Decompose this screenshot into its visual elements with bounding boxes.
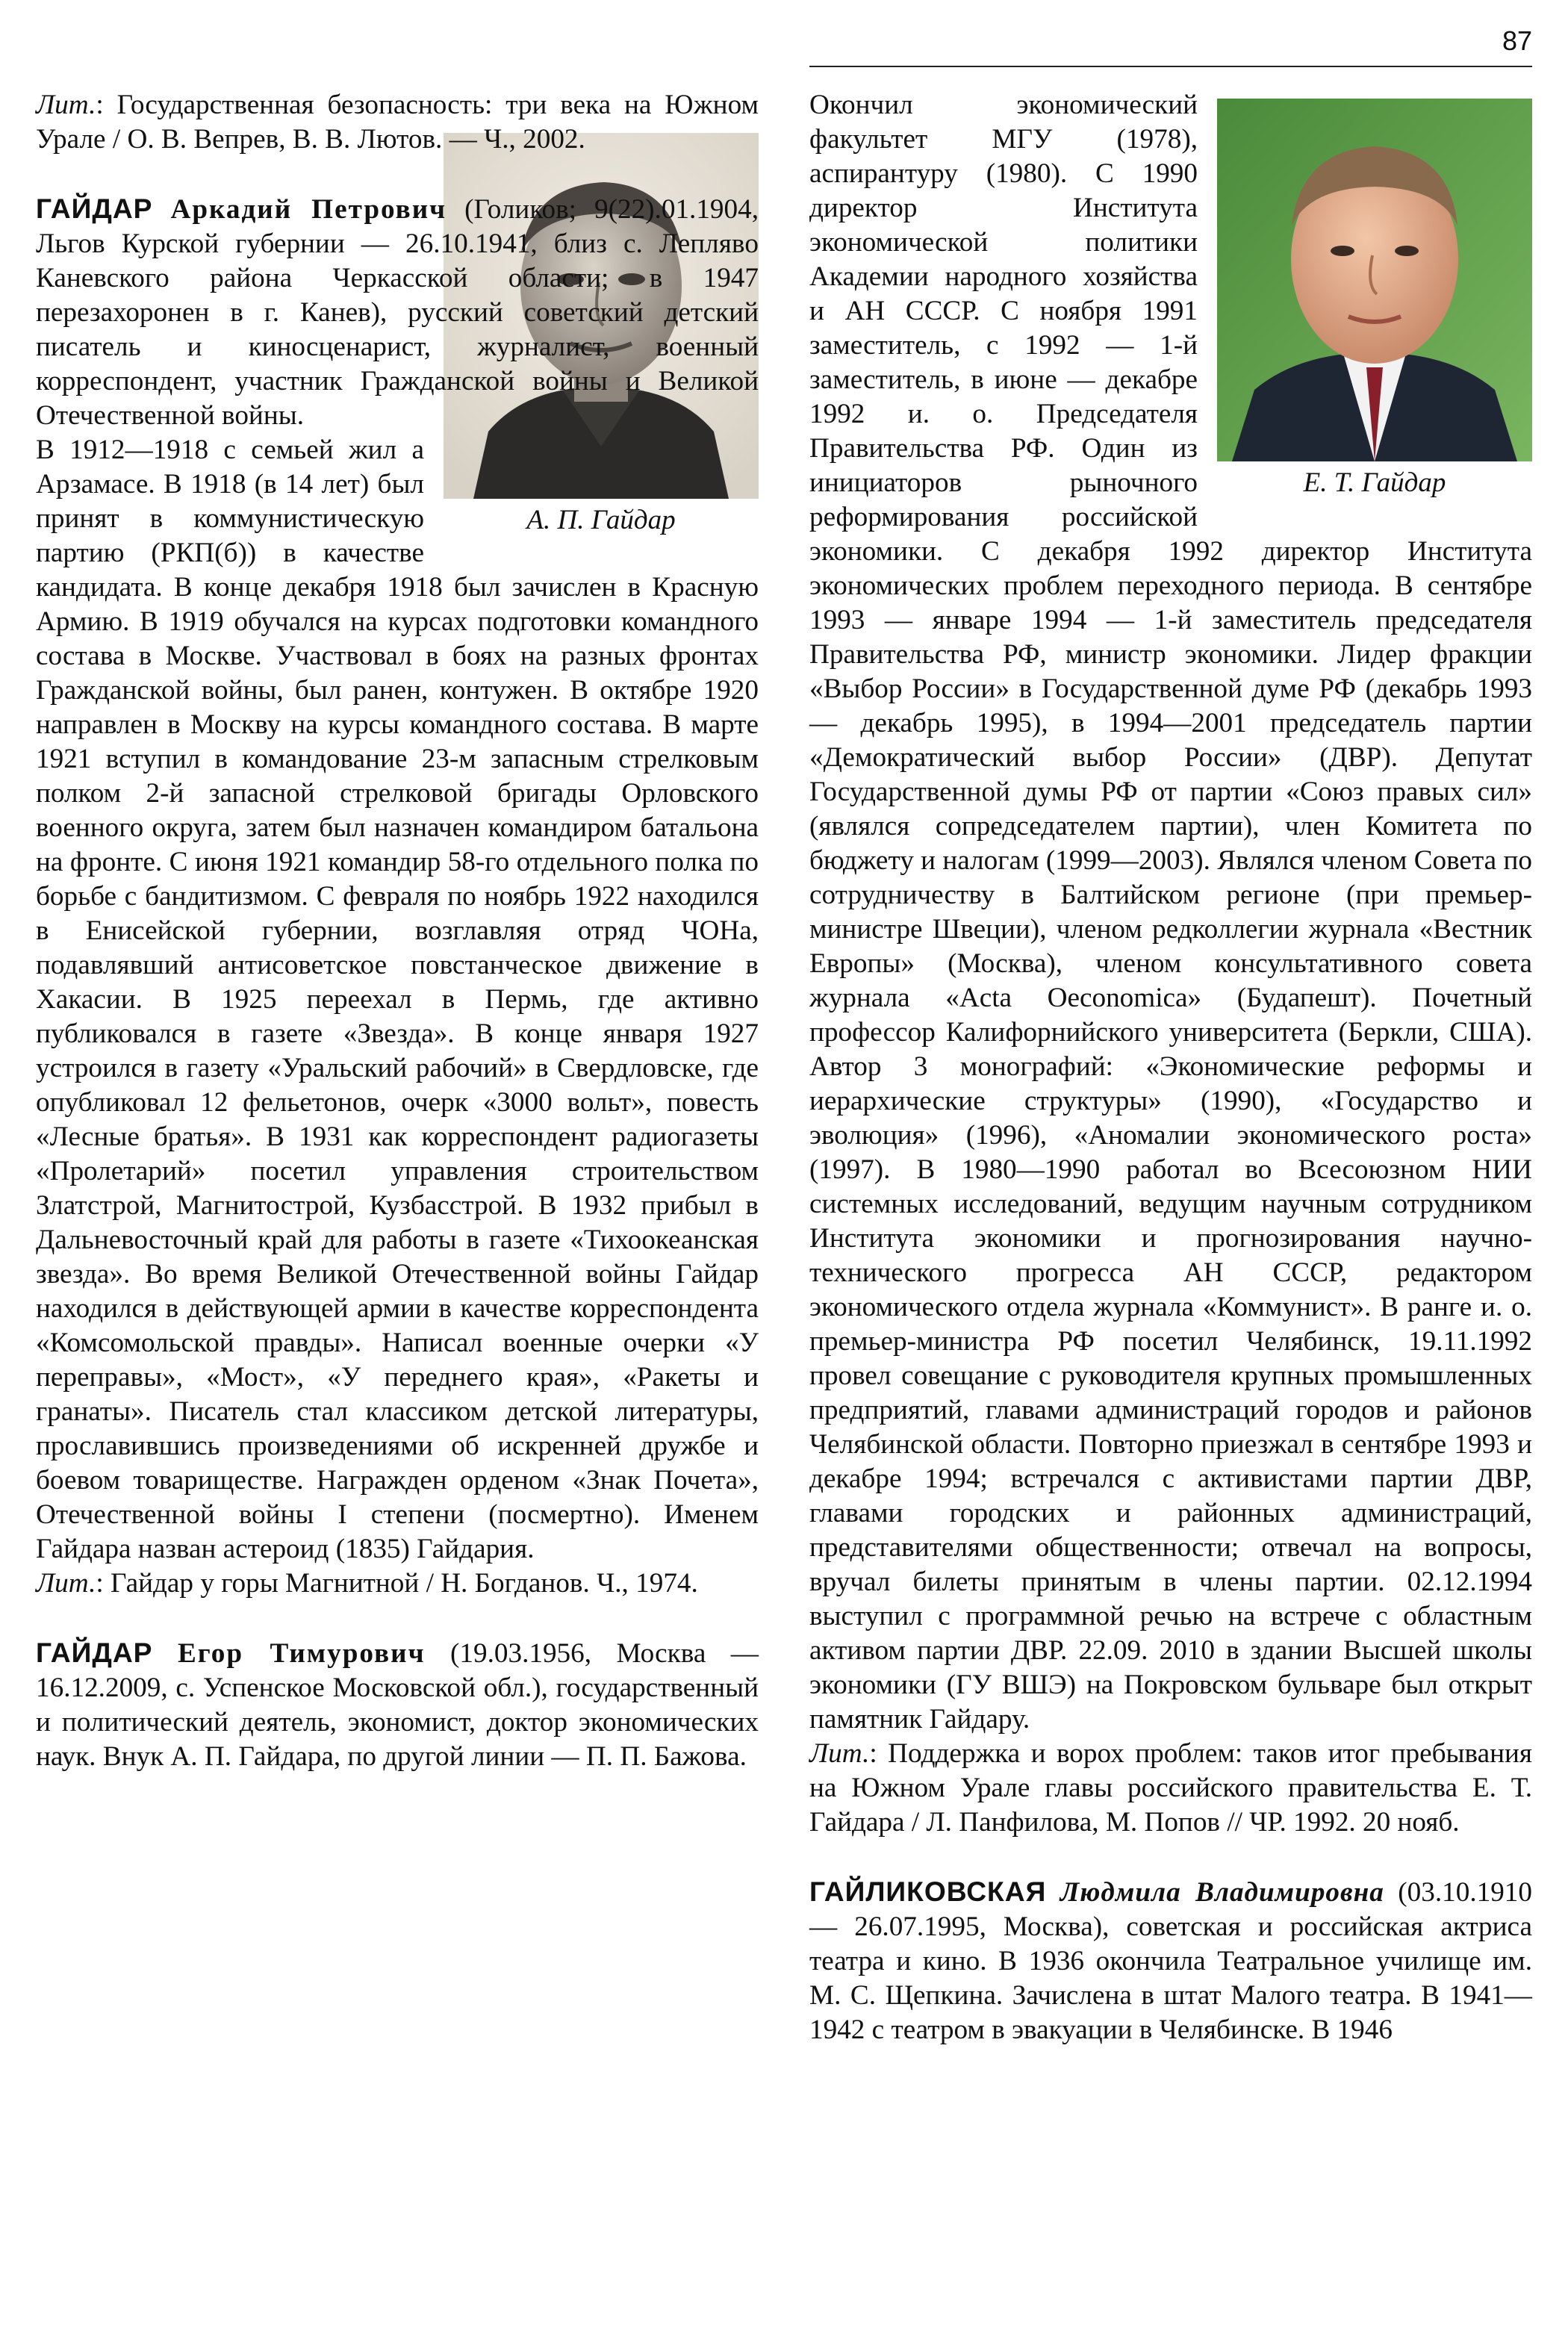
header-rule [809, 66, 1532, 67]
portrait-caption: Е. Т. Гайдар [1303, 467, 1446, 498]
lit-text: : Гайдар у горы Магнитной / Н. Богданов. Ч., 1974. [96, 1568, 698, 1599]
portrait-caption: А. П. Гайдар [526, 505, 676, 535]
portrait-image [1217, 99, 1532, 461]
literature-reference [809, 1737, 1532, 1840]
entry-intro-text: (19.03.1956, Москва — 16.12.2009, с. Успенское Московской обл.), государственный и политический деятель, экономист, доктор экономических наук. Внук А. П. Гайдара, по другой линии — П. П. Бажова. [36, 1638, 759, 1772]
entry-gaidar-arkady-intro [36, 191, 759, 433]
lit-label: Лит. [809, 1738, 870, 1769]
literature-reference [36, 1567, 759, 1601]
entry-gaidar-egor-intro [36, 1635, 759, 1774]
lit-text: : Государственная безопасность: три века на Южном Урале / О. В. Вепрев, В. В. Лютов. — Ч., 2002. [36, 90, 759, 155]
entry-given-name: Аркадий Петрович [170, 194, 447, 225]
entry-intro-text: (03.10.1910 — 26.07.1995, Москва), советская и российская актриса театра и кино. В 1936 окончила Театральное училище им. М. С. Щепкина. Зачислена в штат Малого театра. В 1941—1942 с театром в эвакуации в Челябинске. В 1946 [809, 1877, 1532, 2045]
left-column [36, 88, 759, 1774]
entry-gailikovskaya-intro [809, 1874, 1532, 2047]
entry-gaidar-arkady-body: В 1912—1918 с семьей жил а Арзамасе. В 1918 (в 14 лет) был принят в коммунистическую партию (РКП(б)) в качестве кандидата. В конце декабря 1918 был зачислен в Красную Армию. В 1919 обучался на курсах подготовки командного состава в Москве. Участвовал в боях на разных фронтах Гражданской войны, был ранен, контужен. В октябре 1920 направлен в Москву на курсы командного состава. В марте 1921 вступил в командование 23-м запасным стрелковым полком 2-й запасной стрелковой бригады Орловского военного округа, затем был назначен командиром батальона на фронте. С июня 1921 командир 58-го отдельного полка по борьбе с бандитизмом. С февраля по ноябрь 1922 находился в Енисейской губернии, возглавляя отряд ЧОНа, подавлявший антисоветское повстанческое движение в Хакасии. В 1925 переехал в Пермь, где активно публиковался в газете «Звезда». В конце января 1927 устроился в газету «Уральский рабочий» в Свердловске, где опубликовал 12 фельетонов, очерк «3000 вольт», повесть «Лесные братья». В 1931 как корреспондент радиогазеты «Пролетарий» посетил управления строительством Златстрой, Магнитострой, Кузбасстрой. В 1932 прибыл в Дальневосточный край для работы в газете «Тихоокеанская звезда». Во время Великой Отечественной войны Гайдар находился в действующей армии в качестве корреспондента «Комсомольской правды». Написал военные очерки «У переправы», «Мост», «У переднего края», «Ракеты и гранаты». Писатель стал классиком детской литературы, прославившись произведениями об искренней дружбе и боевом товариществе. Награжден орденом «Знак Почета», Отечественной войны I степени (посмертно). Именем Гайдара назван астероид (1835) Гайдария. [36, 435, 759, 1564]
entry-gaidar-egor-body: Окончил экономический факультет МГУ (1978), аспирантуру (1980). С 1990 директор Института экономической политики Академии народного хозяйства и АН СССР. С ноября 1991 заместитель, с 1992 — 1-й заместитель, в июне — декабре 1992 и. о. Председателя Правительства РФ. Один из инициаторов рыночного реформирования российской экономики. С декабря 1992 директор Института экономических проблем переходного периода. В сентябре 1993 — январе 1994 — 1-й заместитель председателя Правительства РФ, министр экономики. Лидер фракции «Выбор России» в Государственной думе РФ (декабрь 1993 — декабрь 1995), в 1994—2001 председатель партии «Демократический выбор России» (ДВР). Депутат Государственной думы РФ от партии «Союз правых сил» (являлся сопредседателем партии), член Комитета по бюджету и налогам (1999—2003). Являлся членом Совета по сотрудничеству в Балтийском регионе (при премьер-министре Швеции), членом редколлегии журнала «Вестник Европы» (Москва), членом консультативного совета журнала «Acta Oeconomica» (Будапешт). Почетный профессор Калифорнийского университета (Беркли, США). Автор 3 монографий: «Экономические реформы и иерархические структуры» (1990), «Государство и эволюция» (1996), «Аномалии экономического роста» (1997). В 1980—1990 работал во Всесоюзном НИИ системных исследований, ведущим научным сотрудником Института экономики и прогнозирования научно-технического прогресса АН СССР, редактором экономического отдела журнала «Коммунист». В ранге и. о. премьер-министра РФ посетил Челябинск, 19.11.1992 провел совещание с руководителя крупных промышленных предприятий, главами администраций городов и районов Челябинской области. Повторно приезжал в сентябре 1993 и декабре 1994; встречался с активистами партии ДВР, главами городских и районных администраций, представителями общественности; отвечал на вопросы, вручал билеты принятым в члены партии. 02.12.1994 выступил с программной речью на встрече с областным активом партии ДВР. 22.09. 2010 в здании Высшей школы экономики (ГУ ВШЭ) на Покровском бульваре был открыт памятник Гайдару. [809, 90, 1532, 1735]
entry-intro-text: (Голиков; 9(22).01.1904, Льгов Курской губернии — 26.10.1941, близ с. Леплявo Каневского района Черкасской области; в 1947 перезахоронен в г. Канев), русский советский детский писатель и киносценарист, журналист, военный корреспондент, участник Гражданской войны и Великой Отечественной войны. [36, 194, 759, 431]
entry-given-name: Егор Тимурович [177, 1638, 426, 1669]
portrait-et-gaidar [1217, 99, 1532, 502]
entry-given-name: Людмила Владимировна [1060, 1877, 1384, 1908]
lit-text: : Поддержка и ворох проблем: таков итог пребывания на Южном Урале главы российского правительства Е. Т. Гайдара / Л. Панфилова, М. Попов // ЧР. 1992. 20 нояб. [809, 1738, 1532, 1838]
entry-surname: ГАЙДАР [36, 1637, 153, 1668]
lit-label: Лит. [36, 90, 96, 120]
lit-label: Лит. [36, 1568, 96, 1599]
entry-surname: ГАЙДАР [36, 193, 153, 224]
entry-surname: ГАЙЛИКОВСКАЯ [809, 1876, 1047, 1907]
page-number: 87 [1502, 25, 1532, 56]
right-column [809, 88, 1532, 2047]
